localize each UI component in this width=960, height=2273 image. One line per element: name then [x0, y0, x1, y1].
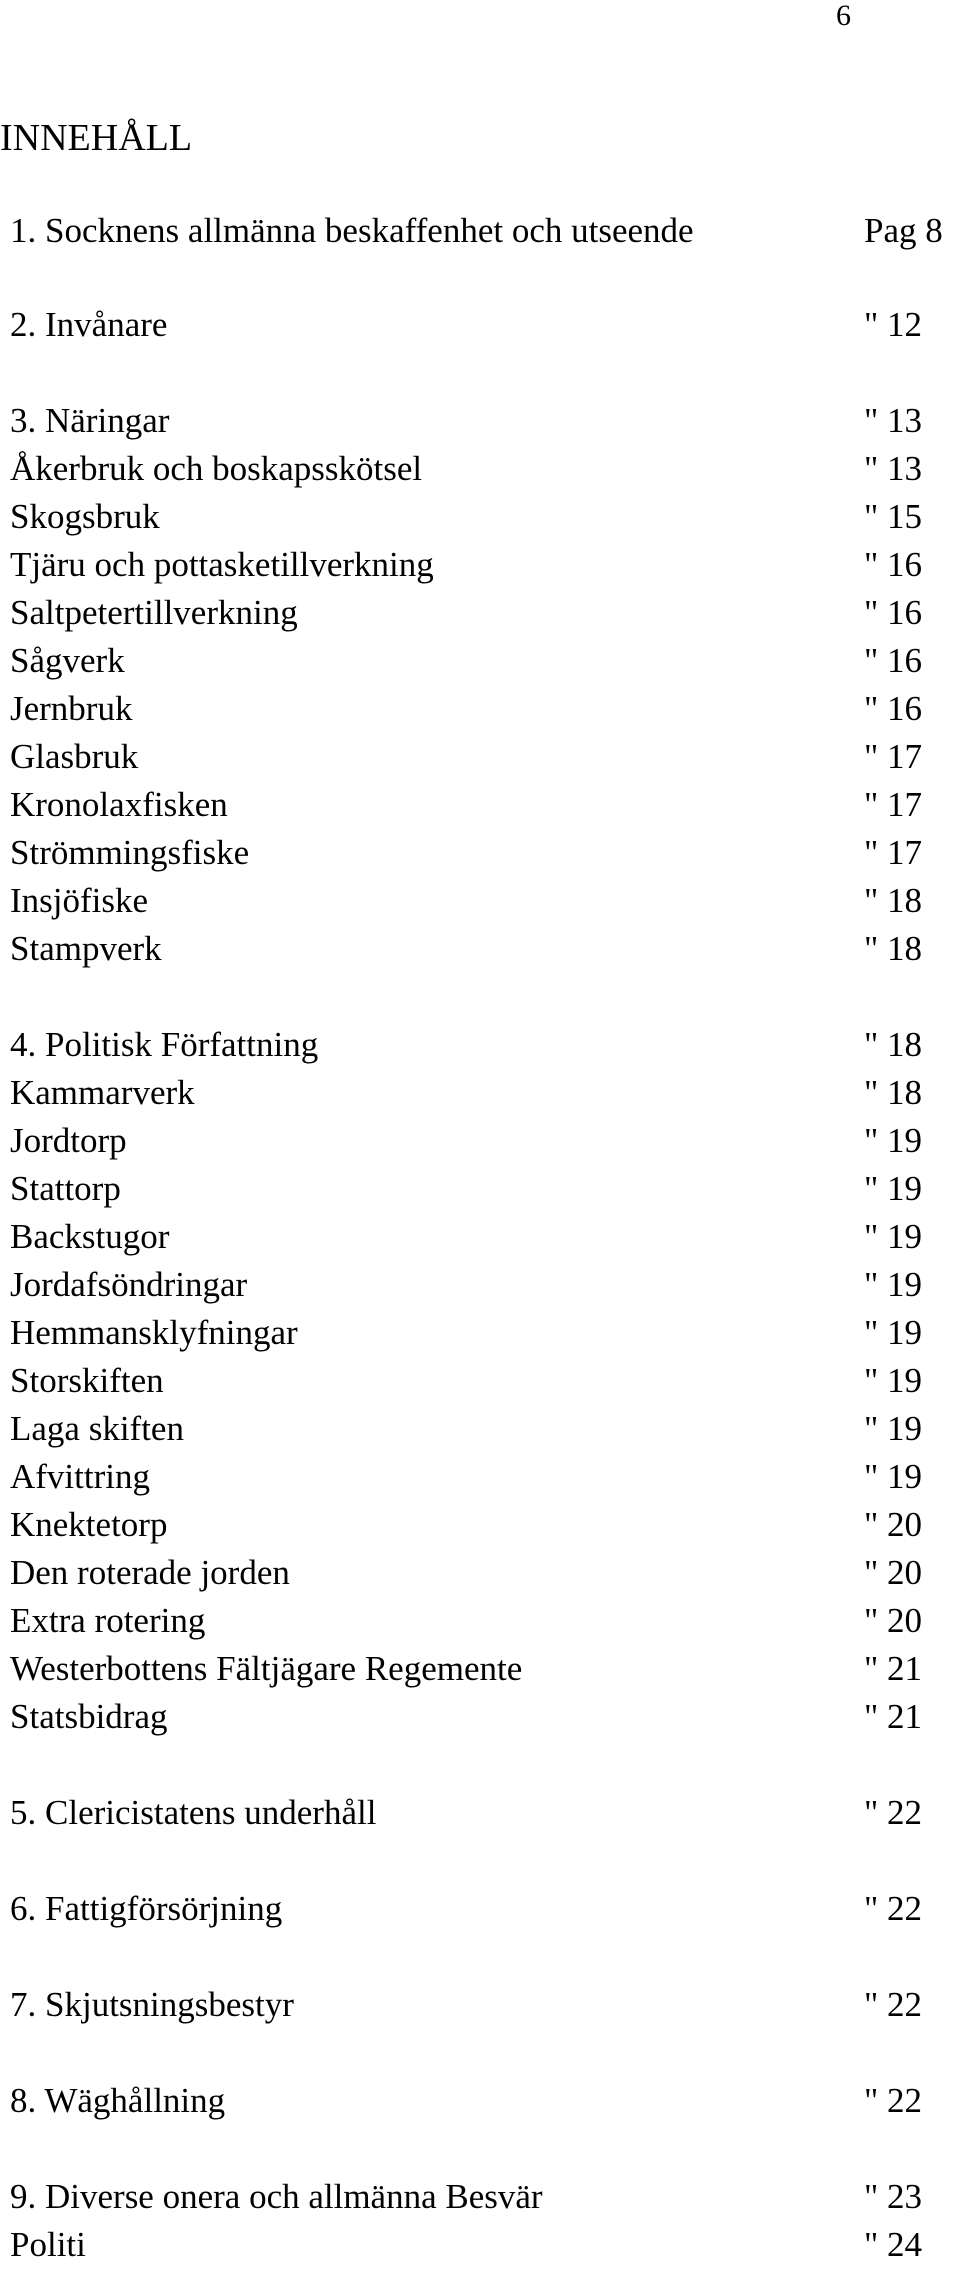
toc-entry-page: " 16 [864, 641, 923, 680]
toc-entry-10 [0, 734, 955, 780]
toc-entry-14 [0, 926, 955, 972]
toc-entry-label: Laga skiften [10, 1409, 184, 1448]
toc-entry-page: " 23 [864, 2177, 923, 2216]
toc-entry-page: Pag 8 [864, 211, 943, 250]
toc-entry-page: " 19 [864, 1169, 923, 1208]
toc-entry-label: 1. Socknens allmänna beskaffenhet och utseende [10, 211, 694, 250]
toc-entry-label: Glasbruk [10, 737, 139, 776]
toc-entry-label: Hemmansklyfningar [10, 1313, 298, 1352]
toc-entry-24 [0, 1454, 955, 1500]
toc-entry-6 [0, 542, 955, 588]
toc-entry-page: " 21 [864, 1649, 923, 1688]
toc-entry-label: 5. Clericistatens underhåll [10, 1793, 377, 1832]
toc-entry-4 [0, 446, 955, 492]
toc-entry-label: Extra rotering [10, 1601, 206, 1640]
toc-entry-26 [0, 1550, 955, 1596]
toc-entry-label: 7. Skjutsningsbestyr [10, 1985, 294, 2024]
toc-entry-page: " 19 [864, 1361, 923, 1400]
toc-entry-20 [0, 1262, 955, 1308]
toc-entry-label: 8. Wäghållning [10, 2081, 226, 2120]
toc-entry-label: Åkerbruk och boskapsskötsel [10, 449, 423, 488]
toc-entry-page: " 22 [864, 1889, 923, 1928]
toc-entry-label: Sågverk [10, 641, 125, 680]
toc-entry-3 [0, 398, 955, 444]
toc-entry-34 [0, 2174, 955, 2220]
toc-entry-31 [0, 1886, 955, 1932]
toc-entry-label: Tjäru och pottasketillverkning [10, 545, 434, 584]
toc-entry-page: " 22 [864, 1793, 923, 1832]
toc-entry-label: Jernbruk [10, 689, 133, 728]
toc-entry-page: " 19 [864, 1121, 923, 1160]
toc-entry-1 [0, 208, 955, 254]
toc-entry-22 [0, 1358, 955, 1404]
toc-entry-label: 3. Näringar [10, 401, 170, 440]
toc-entry-label: Backstugor [10, 1217, 170, 1256]
toc-entry-label: Knektetorp [10, 1505, 168, 1544]
toc-entry-label: Politi [10, 2225, 86, 2264]
toc-entry-9 [0, 686, 955, 732]
toc-entry-7 [0, 590, 955, 636]
toc-entry-page: " 19 [864, 1409, 923, 1448]
toc-entry-label: Den roterade jorden [10, 1553, 290, 1592]
toc-entry-label: Insjöfiske [10, 881, 149, 920]
toc-entry-page: " 19 [864, 1217, 923, 1256]
page-number: 6 [836, 0, 851, 32]
toc-entry-page: " 19 [864, 1265, 923, 1304]
toc-entry-27 [0, 1598, 955, 1644]
toc-entry-12 [0, 830, 955, 876]
toc-entry-32 [0, 1982, 955, 2028]
toc-entry-page: " 19 [864, 1457, 923, 1496]
toc-entry-8 [0, 638, 955, 684]
toc-entry-18 [0, 1166, 955, 1212]
toc-entry-label: 2. Invånare [10, 305, 168, 344]
toc-entry-label: Jordtorp [10, 1121, 127, 1160]
toc-entry-page: " 17 [864, 785, 923, 824]
toc-entry-29 [0, 1694, 955, 1740]
toc-entry-label: Stampverk [10, 929, 162, 968]
toc-entry-19 [0, 1214, 955, 1260]
toc-entry-page: " 18 [864, 1073, 923, 1112]
toc-entry-page: " 17 [864, 737, 923, 776]
toc-entry-label: Storskiften [10, 1361, 164, 1400]
toc-entry-label: 6. Fattigförsörjning [10, 1889, 283, 1928]
toc-entry-page: " 24 [864, 2225, 923, 2264]
toc-entry-page: " 22 [864, 2081, 923, 2120]
toc-entry-label: Westerbottens Fältjägare Regemente [10, 1649, 523, 1688]
toc-entry-15 [0, 1022, 955, 1068]
toc-entry-page: " 18 [864, 881, 923, 920]
toc-entry-label: Statsbidrag [10, 1697, 168, 1736]
toc-entry-page: " 19 [864, 1313, 923, 1352]
toc-entry-page: " 17 [864, 833, 923, 872]
toc-entry-page: " 16 [864, 689, 923, 728]
toc-entry-page: " 13 [864, 401, 923, 440]
toc-entry-label: 4. Politisk Författning [10, 1025, 319, 1064]
toc-entry-page: " 22 [864, 1985, 923, 2024]
toc-entry-page: " 21 [864, 1697, 923, 1736]
toc-entry-16 [0, 1070, 955, 1116]
toc-entry-page: " 16 [864, 545, 923, 584]
toc-entry-page: " 20 [864, 1505, 923, 1544]
toc-entry-page: " 16 [864, 593, 923, 632]
toc-entry-25 [0, 1502, 955, 1548]
toc-entry-page: " 13 [864, 449, 923, 488]
toc-entry-11 [0, 782, 955, 828]
toc-heading: INNEHÅLL [0, 117, 193, 159]
toc-entry-label: Jordafsöndringar [10, 1265, 248, 1304]
toc-entry-13 [0, 878, 955, 924]
toc-entry-label: Strömmingsfiske [10, 833, 250, 872]
toc-entry-label: Skogsbruk [10, 497, 160, 536]
toc-entry-28 [0, 1646, 955, 1692]
toc-entry-2 [0, 302, 955, 348]
toc-entry-page: " 15 [864, 497, 923, 536]
toc-entry-label: Stattorp [10, 1169, 121, 1208]
toc-entry-page: " 18 [864, 1025, 923, 1064]
toc-entry-page: " 20 [864, 1553, 923, 1592]
toc-entry-label: 9. Diverse onera och allmänna Besvär [10, 2177, 543, 2216]
toc-entry-17 [0, 1118, 955, 1164]
toc-entry-label: Kronolaxfisken [10, 785, 228, 824]
toc-entry-label: Afvittring [10, 1457, 150, 1496]
toc-entry-label: Saltpetertillverkning [10, 593, 298, 632]
toc-entry-5 [0, 494, 955, 540]
toc-entry-label: Kammarverk [10, 1073, 195, 1112]
toc-entry-33 [0, 2078, 955, 2124]
toc-entry-23 [0, 1406, 955, 1452]
toc-entry-30 [0, 1790, 955, 1836]
toc-entry-page: " 18 [864, 929, 923, 968]
toc-entry-page: " 12 [864, 305, 923, 344]
toc-entry-21 [0, 1310, 955, 1356]
toc-entry-page: " 20 [864, 1601, 923, 1640]
toc-entry-35 [0, 2222, 955, 2268]
